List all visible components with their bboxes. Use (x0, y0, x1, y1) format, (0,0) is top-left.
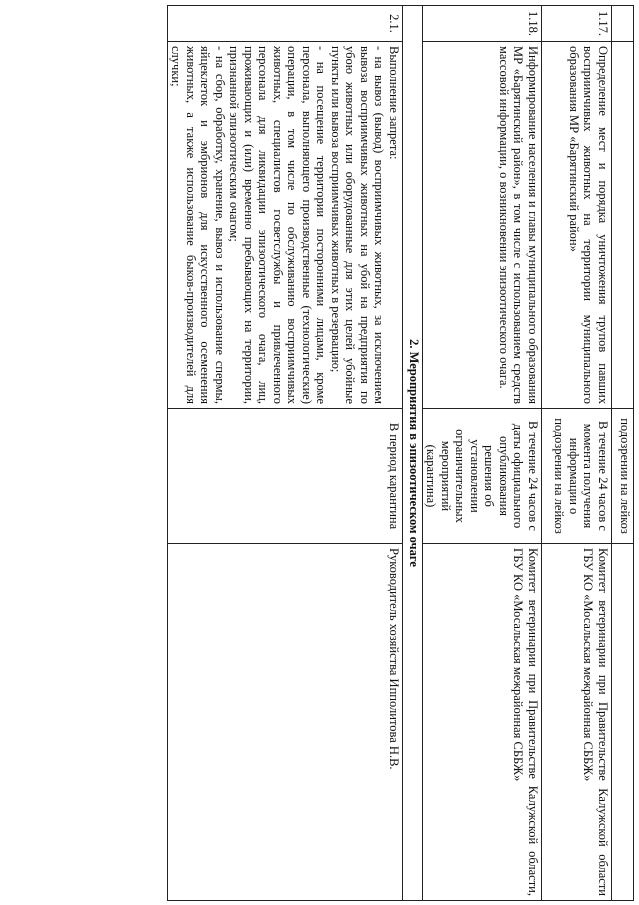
responsible-cell (612, 544, 634, 901)
deadline-cell: В течение 24 часов с момента получения информации о подозрении на лейкоз (542, 409, 612, 544)
table-row (168, 6, 403, 901)
table-row (423, 6, 542, 901)
measure-cell (168, 42, 403, 409)
deadline-cell: подозрении на лейкоз (612, 409, 634, 544)
responsible-cell: Комитет ветеринарии при Правительстве Калужской области, ГБУ КО «Мосальская межрайонная СББЖ» (423, 544, 542, 901)
section-title: 2. Мероприятия в эпизоотическом очаге (403, 6, 423, 901)
list-item: - на сбор, обработку, хранение, вывоз и использование спермы, яйцеклеток и эмбрионов для искусственного осеменения животных, а также использование быков-производителей для случки; (169, 46, 227, 404)
measure-cell: Информирование населения и главы муниципального образования МР «Барятинский район», в том числе с использованием средств массовой информации, о возникновении эпизоотического очага. (423, 42, 542, 409)
rotated-document-page (5, 5, 634, 900)
deadline-cell: В период карантина (168, 409, 403, 544)
row-number (612, 6, 634, 42)
ban-list (169, 46, 387, 404)
measure-cell (612, 42, 634, 409)
section-header-row (403, 6, 423, 901)
measure-intro: Выполнение запрета: (387, 46, 401, 160)
list-item: - на посещение территории посторонними лицами, кроме персонала, выполняющего производственные (технологические) операции, в том числе по обслуживанию восприимчивых животных, специалистов госветслужбы и привлеченного персонала для ликвидации эпизоотического очага, лиц, проживающих и (или) временно пребывающих на территории, признанной эпизоотическим очагом; (227, 46, 329, 404)
row-number: 1.17. (542, 6, 612, 42)
table-row (612, 6, 634, 901)
measure-cell: Определение мест и порядка уничтожения трупов павших восприимчивых животных на территории муниципального образования МР «Барятинский район» (542, 42, 612, 409)
row-number: 1.18. (423, 6, 542, 42)
row-number: 2.1. (168, 6, 403, 42)
deadline-cell: В течение 24 часов с даты официального опубликования решения об установлении ограничительных мероприятий (карантина) (423, 409, 542, 544)
table-row (542, 6, 612, 901)
measures-table (167, 5, 634, 901)
responsible-cell: Комитет ветеринарии при Правительстве Калужской области ГБУ КО «Мосальская межрайонная СББЖ» (542, 544, 612, 901)
list-item: - на вывоз (вывод) восприимчивых животных, за исключением вывоза восприимчивых животных на убой на предприятия по убою животных или оборудованные для этих целей убойные пункты или вывоза восприимчивых животных в резервацию; (329, 46, 387, 404)
responsible-cell: Руководитель хозяйства Ипполитова Н.В. (168, 544, 403, 901)
